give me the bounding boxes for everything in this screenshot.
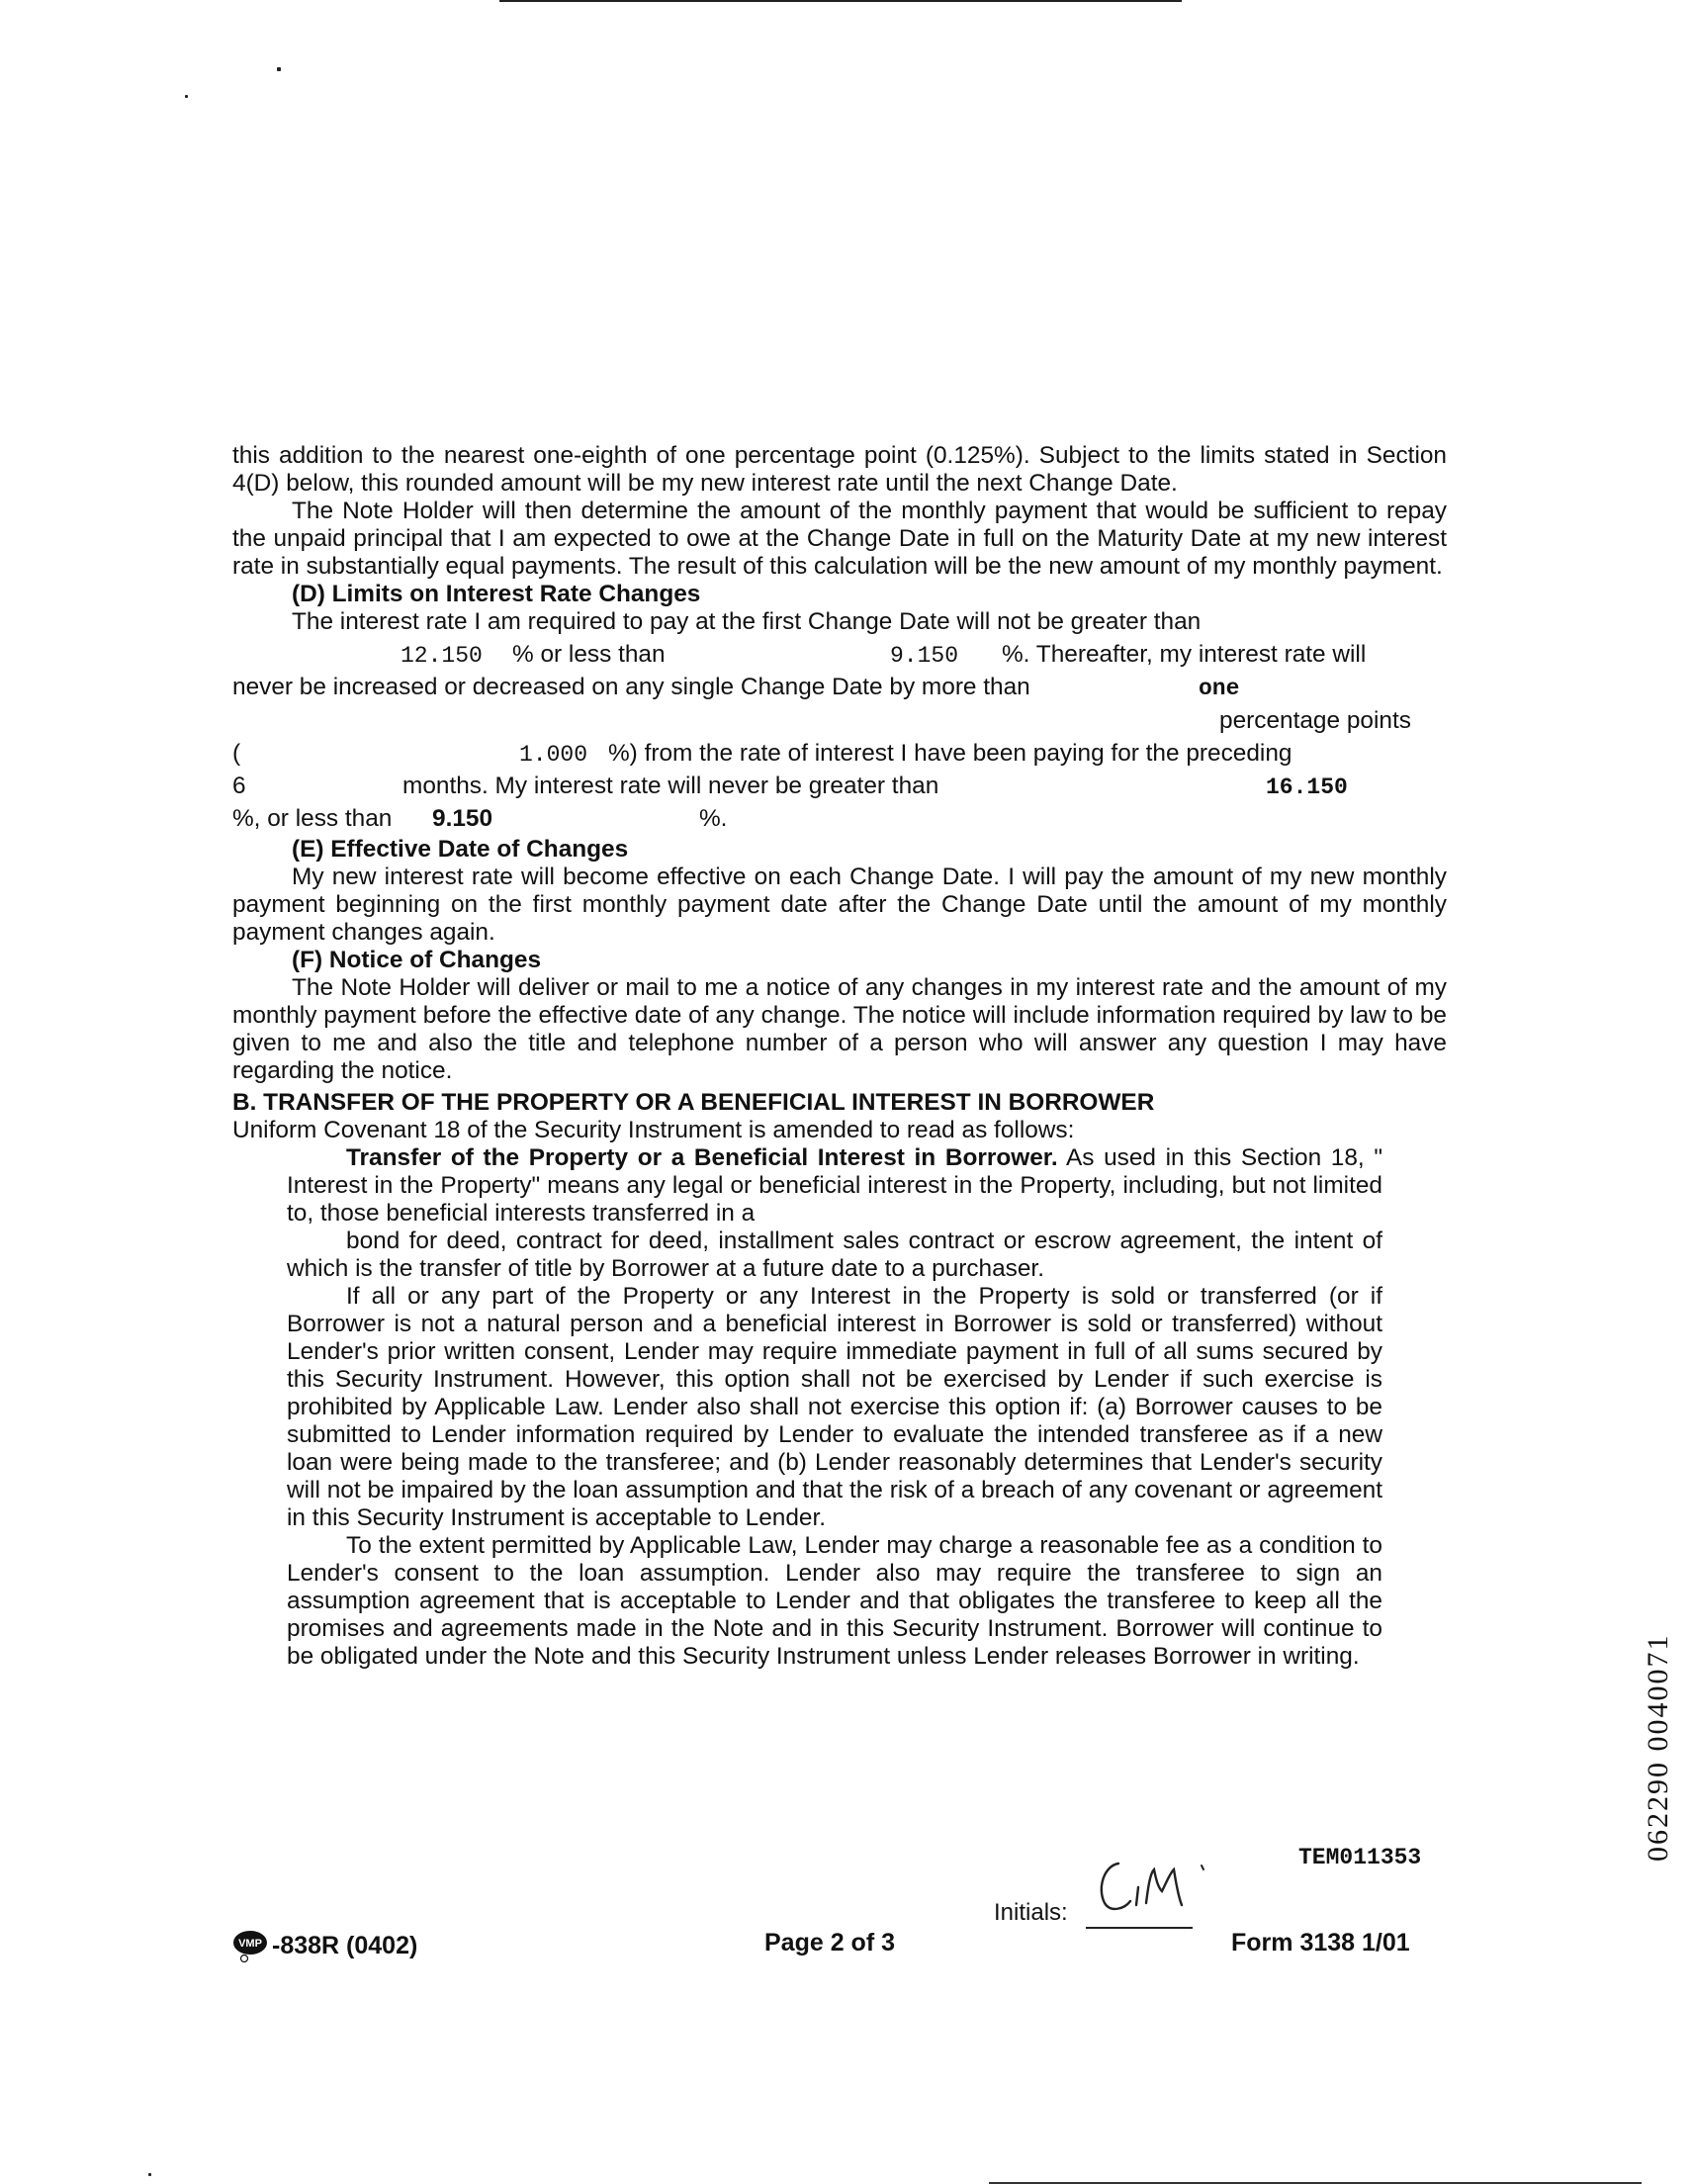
rate-rounding-text: this addition to the nearest one-eighth of one percentage point (0.125%). Subject to the limits stated in Section 4(D) below, this rounded amount will be my new interest rate until the next Change Date. xyxy=(232,442,1447,497)
initials-signature xyxy=(1091,1848,1209,1927)
months-count: 6 xyxy=(232,773,246,799)
covenant-18-sale-text: If all or any part of the Property or any Interest in the Property is sold or transferred (or if Borrower is not a natural person and a beneficial interest in Borrower is sold or transferred) without Lender's prior written consent, Lender may require immediate payment in full of all sums secured by this Security Instrument. However, this option shall not be exercised by Lender if such exercise is prohibited by Applicable Law. Lender also shall not exercise this option if: (a) Borrower causes to be submitted to Lender information required by Lender to evaluate the intended transferee as if a new loan were being made to the transferee; and (b) Lender reasonably determines that Lender's security will not be impaired by the loan assumption and that the risk of a breach of any covenant or agreement in this Security Instrument is acceptable to Lender. xyxy=(287,1283,1382,1531)
from-rate-label: %) from the rate of interest I have been paying for the preceding xyxy=(608,740,1292,767)
side-stamp-text: 062290 0040071 xyxy=(1642,1633,1674,1862)
form-number: Form 3138 1/01 xyxy=(1231,1929,1410,1956)
scan-speck xyxy=(185,95,188,98)
periodic-cap-words: one xyxy=(1199,676,1240,701)
or-less-label: %, or less than xyxy=(232,805,393,832)
initials-underline xyxy=(1086,1927,1193,1929)
form-code-text: -838R (0402) xyxy=(272,1931,418,1959)
transfer-heading: B. TRANSFER OF THE PROPERTY OR A BENEFICIAL INTEREST IN BORROWER xyxy=(232,1089,1155,1116)
thereafter-label: %. Thereafter, my interest rate will xyxy=(1002,641,1367,668)
limits-line-1: The interest rate I am required to pay at the first Change Date will not be greater than xyxy=(292,608,1202,635)
covenant-18-fee-text: To the extent permitted by Applicable Law, Lender may charge a reasonable fee as a condition to Lender's consent to the loan assumption. Lender also may require the transferee to sign an assumption agreement that is acceptable to Lender and that obligates the transferee to keep all the promises and agreements made in the Note and in this Security Instrument. Borrower will continue to be obligated under the Note and this Security Instrument unless Lender releases Borrower in writing. xyxy=(287,1532,1382,1670)
form-code xyxy=(232,1929,417,1962)
side-stamp xyxy=(1612,1604,1674,1862)
first-change-cap-value: 12.150 xyxy=(401,643,483,669)
scan-speck xyxy=(277,67,281,71)
months-label: months. My interest rate will never be greater than xyxy=(402,773,939,799)
rate-limits-fill-in xyxy=(232,608,1447,836)
notice-text: The Note Holder will deliver or mail to me a notice of any changes in my interest rate and the amount of my monthly payment before the effective date of any change. The notice will include information required by law to be given to me and also the title and telephone number of a person who will answer any question I may have regarding the notice. xyxy=(232,974,1447,1084)
covenant-18-definition: As used in this Section 18, " Interest in the Property" means any legal or beneficial interest in the Property, including, but not limited to, those beneficial interests transferred in a xyxy=(287,1144,1382,1227)
transfer-intro: Uniform Covenant 18 of the Security Instrument is amended to read as follows: xyxy=(232,1117,1075,1143)
page-number: Page 2 of 3 xyxy=(764,1929,895,1956)
top-border-line xyxy=(499,0,1182,2)
first-change-floor-value: 9.150 xyxy=(890,643,959,669)
lifetime-floor-value: 9.150 xyxy=(432,805,493,832)
scan-speck xyxy=(148,2173,151,2176)
svg-text:VMP: VMP xyxy=(238,1938,262,1950)
open-paren: ( xyxy=(232,740,241,767)
document-id: TEM011353 xyxy=(1298,1845,1422,1870)
notice-heading: (F) Notice of Changes xyxy=(292,947,542,973)
limits-line-3: never be increased or decreased on any single Change Date by more than xyxy=(232,674,1030,700)
periodic-cap-number: 1.000 xyxy=(519,742,588,768)
pct-end-label: %. xyxy=(699,805,728,832)
percentage-points-label: percentage points xyxy=(1219,707,1411,734)
effective-date-text: My new interest rate will become effective on each Change Date. I will pay the amount of my new monthly payment beginning on the first monthly payment date after the Change Date until the amount of my monthly payment changes again. xyxy=(232,864,1447,946)
initials-label: Initials: xyxy=(994,1899,1068,1926)
covenant-18-text xyxy=(232,1144,1447,1671)
lifetime-cap-value: 16.150 xyxy=(1266,774,1348,800)
document-body xyxy=(232,442,1447,1671)
covenant-18-bond-text: bond for deed, contract for deed, installment sales contract or escrow agreement, the intent of which is the transfer of title by Borrower at a future date to a purchaser. xyxy=(287,1228,1382,1282)
effective-date-heading: (E) Effective Date of Changes xyxy=(292,836,629,863)
initials-field xyxy=(994,1848,1389,1937)
vmp-logo-icon xyxy=(232,1929,270,1962)
monthly-payment-text: The Note Holder will then determine the amount of the monthly payment that would be sufficient to repay the unpaid principal that I am expected to owe at the Change Date in full on the Maturity Date at my new interest rate in substantially equal payments. The result of this calculation will be the new amount of my monthly payment. xyxy=(232,498,1447,580)
covenant-18-title: Transfer of the Property or a Beneficial Interest in Borrower. xyxy=(346,1144,1058,1171)
or-less-than-label: % or less than xyxy=(512,641,666,668)
limits-heading: (D) Limits on Interest Rate Changes xyxy=(292,581,701,607)
